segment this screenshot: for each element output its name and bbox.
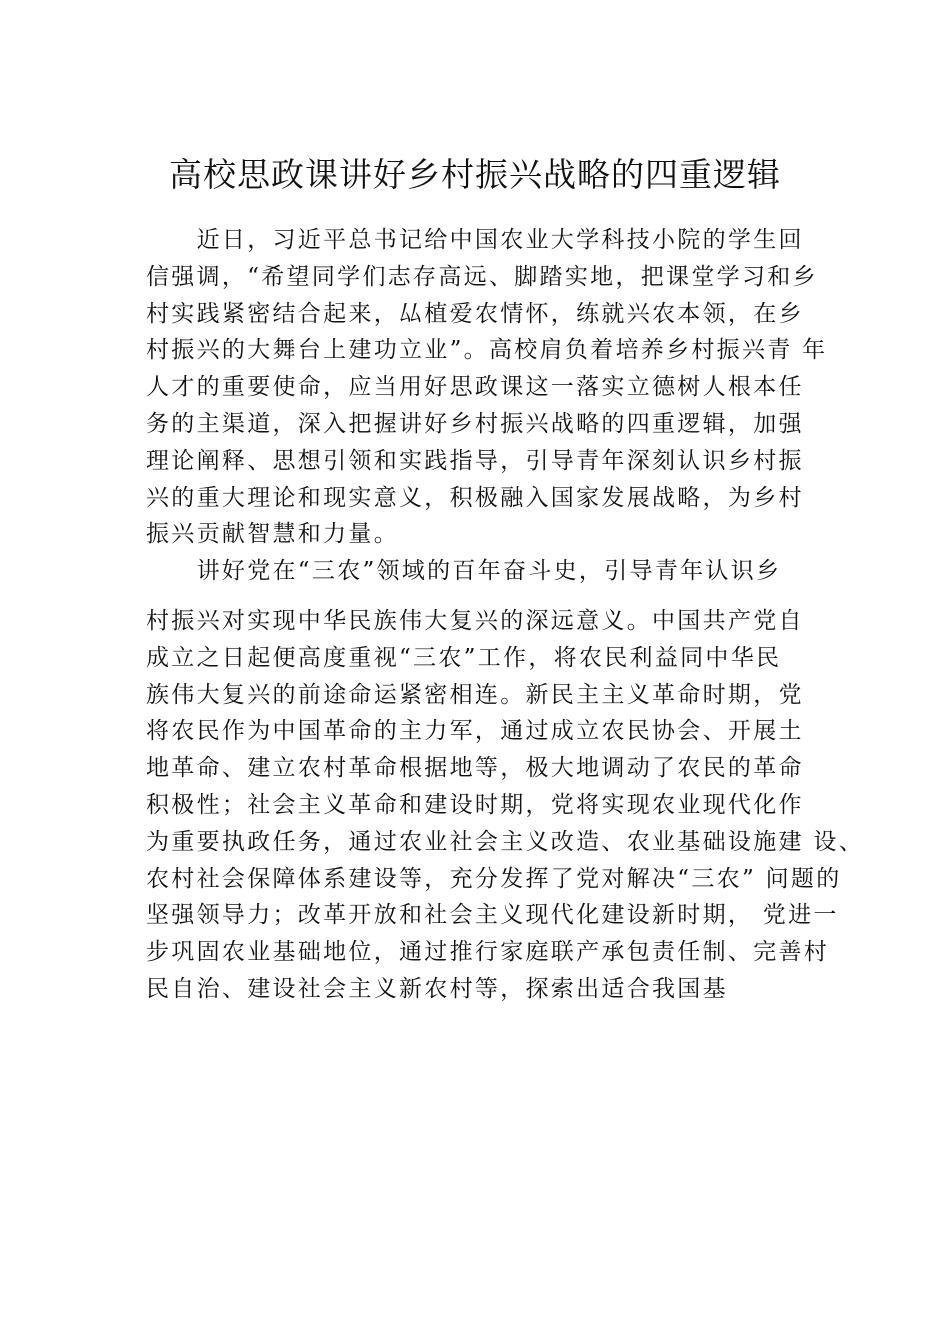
document-body [146,222,865,1008]
document-title: 高校思政课讲好乡村振兴战略的四重逻辑 [169,155,781,194]
text-line: 村振兴的大舞台上建功立业”。高校肩负着培养乡村振兴青 年 [146,337,828,364]
paragraph-1 [146,222,846,553]
text-line: 民自治、建设社会主义新农村等，探索出适合我国基 [146,975,728,1002]
text-line: 将农民作为中国革命的主力军，通过成立农民协会、开展土 [146,718,804,745]
text-line: 兴的重大理论和现实意义，积极融入国家发展战略，为乡村 [146,484,804,511]
text-line: 为重要执政任务，通过农业社会主义改造、农业基础设施建 设、 [146,828,865,855]
text-line: 农村社会保障体系建设等，充分发挥了党对解决“三农” 问题的 [146,865,842,892]
text-line: 务的主渠道，深入把握讲好乡村振兴战略的四重逻辑，加强 [146,410,804,437]
text-line: 坚强领导力；改革开放和社会主义现代化建设新时期， 党进一 [146,902,839,929]
text-line: 族伟大复兴的前途命运紧密相连。新民主主义革命时期，党 [146,681,804,708]
text-line: 村振兴对实现中华民族伟大复兴的深远意义。中国共产党自 [146,607,804,634]
text-line: 近日，习近平总书记给中国农业大学科技小院的学生回 [146,227,804,253]
text-line: 振兴贡献智慧和力量。 [146,521,399,548]
text-line: 理论阐释、思想引领和实践指导，引导青年深刻认识乡村振 [146,447,804,474]
line-gap [146,590,846,603]
text-line: 村实践紧密结合起来，厸植爱农情怀，练就兴农本领，在乡 [146,300,804,327]
text-line: 人才的重要使命，应当用好思政课这一落实立德树人根本任 [146,374,804,401]
paragraph-2 [146,553,865,1008]
text-line: 积极性；社会主义革命和建设时期，党将实现农业现代化作 [146,791,804,818]
text-line: 成立之日起便高度重视“三农”工作，将农民利益同中华民 [146,644,782,671]
text-line: 地革命、建立农村革命根据地等，极大地调动了农民的革命 [146,755,804,782]
text-line: 信强调，“希望同学们志存高远、脚踏实地，把课堂学习和乡 [146,263,818,290]
text-line: 步巩固农业基础地位，通过推行家庭联产承包责任制、完善村 [146,939,830,966]
text-line: 讲好党在“三农”领域的百年奋斗史，引导青年认识乡 [146,558,782,585]
